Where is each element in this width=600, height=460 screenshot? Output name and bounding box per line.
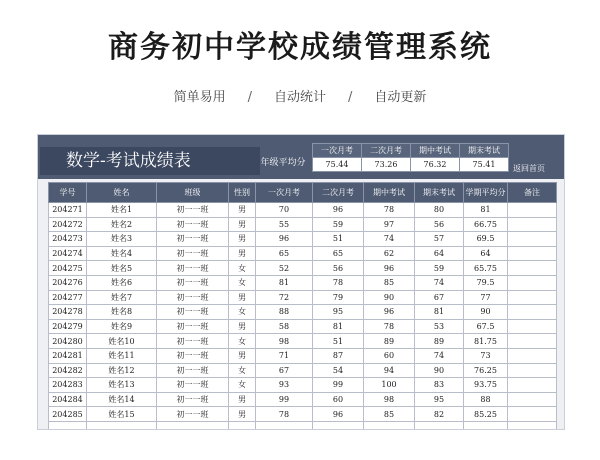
table-cell[interactable] [508, 392, 557, 407]
table-cell[interactable] [256, 421, 313, 430]
table-cell[interactable]: 66.75 [464, 217, 508, 232]
table-cell[interactable]: 初一一班 [157, 246, 229, 261]
table-cell[interactable]: 67.5 [464, 319, 508, 334]
table-cell[interactable]: 204274 [49, 246, 87, 261]
table-row [49, 290, 557, 305]
table-cell[interactable] [313, 421, 364, 430]
table-row [49, 305, 557, 320]
avg-header-cell: 二次月考 [362, 144, 411, 158]
table-cell[interactable]: 初一一班 [157, 203, 229, 218]
table-cell[interactable]: 74 [415, 275, 464, 290]
table-cell[interactable] [508, 407, 557, 422]
column-header[interactable]: 姓名 [87, 183, 157, 203]
column-header[interactable]: 学期平均分 [464, 183, 508, 203]
table-cell[interactable]: 99 [313, 378, 364, 393]
table-cell[interactable]: 65.75 [464, 261, 508, 276]
table-cell[interactable] [508, 261, 557, 276]
feature-item-easy: 简单易用 [173, 90, 226, 105]
table-cell[interactable]: 77 [464, 290, 508, 305]
table-cell[interactable] [157, 421, 229, 430]
table-cell[interactable]: 78 [364, 319, 415, 334]
table-cell[interactable]: 姓名13 [87, 378, 157, 393]
table-cell[interactable]: 姓名11 [87, 348, 157, 363]
grade-average-table [312, 143, 509, 172]
column-header[interactable]: 班级 [157, 183, 229, 203]
table-cell[interactable]: 204279 [49, 319, 87, 334]
table-cell[interactable]: 95 [313, 305, 364, 320]
table-body [49, 203, 557, 431]
table-cell[interactable]: 76.25 [464, 363, 508, 378]
table-row [49, 334, 557, 349]
table-cell[interactable]: 97 [364, 217, 415, 232]
table-cell[interactable]: 89 [364, 334, 415, 349]
table-cell[interactable]: 男 [229, 217, 256, 232]
table-cell[interactable]: 60 [364, 348, 415, 363]
table-cell[interactable]: 83 [415, 378, 464, 393]
table-cell[interactable]: 男 [229, 319, 256, 334]
table-row [49, 348, 557, 363]
table-cell[interactable]: 男 [229, 203, 256, 218]
table-cell[interactable] [508, 319, 557, 334]
table-cell[interactable]: 79.5 [464, 275, 508, 290]
table-cell[interactable]: 初一一班 [157, 305, 229, 320]
table-cell[interactable]: 78 [364, 203, 415, 218]
table-cell[interactable]: 74 [415, 348, 464, 363]
table-cell[interactable]: 81 [313, 319, 364, 334]
table-row [49, 319, 557, 334]
table-cell[interactable]: 男 [229, 232, 256, 247]
table-cell[interactable]: 204282 [49, 363, 87, 378]
table-cell[interactable]: 女 [229, 261, 256, 276]
table-cell[interactable]: 78 [256, 407, 313, 422]
table-row [49, 246, 557, 261]
table-cell[interactable]: 90 [364, 290, 415, 305]
table-cell[interactable]: 94 [364, 363, 415, 378]
table-cell[interactable]: 初一一班 [157, 275, 229, 290]
table-cell[interactable]: 79 [313, 290, 364, 305]
back-to-home-button[interactable]: 返回首页 [513, 164, 545, 173]
table-cell[interactable]: 姓名1 [87, 203, 157, 218]
table-cell[interactable]: 99 [256, 392, 313, 407]
table-cell[interactable]: 初一一班 [157, 261, 229, 276]
table-cell[interactable]: 95 [415, 392, 464, 407]
table-row [49, 203, 557, 218]
table-cell[interactable]: 67 [415, 290, 464, 305]
table-cell[interactable]: 69.5 [464, 232, 508, 247]
table-cell[interactable]: 女 [229, 275, 256, 290]
table-row [49, 392, 557, 407]
table-cell[interactable]: 85 [364, 407, 415, 422]
table-cell[interactable]: 204278 [49, 305, 87, 320]
table-cell[interactable] [87, 421, 157, 430]
table-cell[interactable]: 56 [313, 261, 364, 276]
table-cell[interactable]: 71 [256, 348, 313, 363]
table-cell[interactable]: 204276 [49, 275, 87, 290]
table-cell[interactable]: 80 [415, 203, 464, 218]
feature-item-update: 自动更新 [374, 90, 427, 105]
table-cell[interactable]: 93 [256, 378, 313, 393]
table-cell[interactable]: 53 [415, 319, 464, 334]
table-cell[interactable]: 姓名9 [87, 319, 157, 334]
table-cell[interactable]: 初一一班 [157, 232, 229, 247]
score-table [48, 182, 557, 430]
table-cell[interactable]: 姓名15 [87, 407, 157, 422]
table-cell[interactable]: 女 [229, 363, 256, 378]
table-cell[interactable]: 男 [229, 348, 256, 363]
table-cell[interactable]: 78 [313, 275, 364, 290]
table-cell[interactable]: 204277 [49, 290, 87, 305]
table-cell[interactable] [508, 203, 557, 218]
table-cell[interactable]: 女 [229, 334, 256, 349]
table-cell[interactable] [49, 421, 87, 430]
table-cell[interactable]: 87 [313, 348, 364, 363]
table-cell[interactable]: 204285 [49, 407, 87, 422]
table-cell[interactable] [508, 334, 557, 349]
table-cell[interactable]: 81 [464, 203, 508, 218]
table-cell[interactable]: 姓名12 [87, 363, 157, 378]
table-cell[interactable]: 初一一班 [157, 407, 229, 422]
table-cell[interactable]: 204283 [49, 378, 87, 393]
table-cell[interactable]: 51 [313, 232, 364, 247]
column-header[interactable]: 学号 [49, 183, 87, 203]
avg-header-cell: 期末考试 [460, 144, 509, 158]
avg-value-cell: 75.44 [313, 158, 362, 172]
table-cell[interactable]: 96 [313, 407, 364, 422]
feature-nav [0, 86, 600, 105]
page-title: 商务初中学校成绩管理系统 [108, 30, 492, 65]
table-cell[interactable]: 初一一班 [157, 363, 229, 378]
table-cell[interactable] [508, 217, 557, 232]
table-cell[interactable]: 64 [464, 246, 508, 261]
table-cell[interactable]: 姓名4 [87, 246, 157, 261]
table-cell[interactable]: 64 [415, 246, 464, 261]
table-cell[interactable]: 51 [313, 334, 364, 349]
table-cell[interactable]: 204273 [49, 232, 87, 247]
grade-average-label: 年级平均分 [260, 158, 306, 168]
table-cell[interactable]: 男 [229, 392, 256, 407]
table-cell[interactable]: 85.25 [464, 407, 508, 422]
table-cell[interactable] [415, 421, 464, 430]
avg-value-cell: 76.32 [411, 158, 460, 172]
table-cell[interactable]: 70 [256, 203, 313, 218]
column-header[interactable]: 备注 [508, 183, 557, 203]
table-cell[interactable]: 女 [229, 378, 256, 393]
table-cell[interactable]: 初一一班 [157, 319, 229, 334]
avg-header-cell: 一次月考 [313, 144, 362, 158]
table-cell[interactable]: 90 [464, 305, 508, 320]
column-header[interactable]: 期末考试 [415, 183, 464, 203]
column-header[interactable]: 性别 [229, 183, 256, 203]
nav-separator: / [348, 90, 353, 105]
table-row [49, 275, 557, 290]
table-cell[interactable]: 男 [229, 290, 256, 305]
table-cell[interactable] [508, 378, 557, 393]
column-header[interactable]: 二次月考 [313, 183, 364, 203]
table-row [49, 261, 557, 276]
table-cell[interactable]: 67 [256, 363, 313, 378]
table-cell[interactable]: 204275 [49, 261, 87, 276]
table-cell[interactable]: 90 [415, 363, 464, 378]
table-cell[interactable]: 81 [415, 305, 464, 320]
table-cell[interactable]: 姓名2 [87, 217, 157, 232]
table-cell[interactable] [508, 232, 557, 247]
table-cell[interactable]: 204271 [49, 203, 87, 218]
table-cell[interactable]: 88 [464, 392, 508, 407]
table-cell[interactable]: 96 [313, 203, 364, 218]
table-cell[interactable]: 58 [256, 319, 313, 334]
table-cell[interactable]: 73 [464, 348, 508, 363]
table-cell[interactable]: 89 [415, 334, 464, 349]
nav-separator: / [247, 90, 252, 105]
table-cell[interactable]: 姓名14 [87, 392, 157, 407]
table-cell[interactable] [364, 421, 415, 430]
table-cell[interactable]: 55 [256, 217, 313, 232]
table-row [49, 217, 557, 232]
table-cell[interactable]: 52 [256, 261, 313, 276]
table-cell[interactable]: 姓名3 [87, 232, 157, 247]
table-cell[interactable]: 姓名8 [87, 305, 157, 320]
avg-value-cell: 73.26 [362, 158, 411, 172]
table-cell[interactable]: 女 [229, 305, 256, 320]
table-cell[interactable]: 82 [415, 407, 464, 422]
table-cell[interactable]: 96 [364, 261, 415, 276]
table-cell[interactable] [508, 246, 557, 261]
avg-header-cell: 期中考试 [411, 144, 460, 158]
table-cell[interactable]: 93.75 [464, 378, 508, 393]
table-cell[interactable]: 204280 [49, 334, 87, 349]
table-cell[interactable] [508, 348, 557, 363]
table-cell[interactable]: 男 [229, 407, 256, 422]
table-cell[interactable] [464, 421, 508, 430]
table-cell[interactable]: 62 [364, 246, 415, 261]
table-cell[interactable]: 204281 [49, 348, 87, 363]
table-cell[interactable]: 98 [364, 392, 415, 407]
table-cell[interactable]: 60 [313, 392, 364, 407]
table-cell[interactable]: 96 [364, 305, 415, 320]
table-cell[interactable]: 姓名5 [87, 261, 157, 276]
table-cell[interactable]: 初一一班 [157, 348, 229, 363]
sheet-title: 数学-考试成绩表 [40, 147, 260, 175]
table-cell[interactable]: 初一一班 [157, 217, 229, 232]
table-cell[interactable]: 初一一班 [157, 334, 229, 349]
table-cell[interactable]: 59 [415, 261, 464, 276]
table-cell[interactable] [508, 421, 557, 430]
table-cell[interactable] [508, 363, 557, 378]
table-cell[interactable]: 初一一班 [157, 290, 229, 305]
table-cell[interactable]: 81 [256, 275, 313, 290]
table-row [49, 232, 557, 247]
table-cell[interactable]: 初一一班 [157, 378, 229, 393]
table-cell[interactable] [508, 275, 557, 290]
table-cell[interactable]: 男 [229, 246, 256, 261]
table-cell[interactable]: 54 [313, 363, 364, 378]
table-cell[interactable]: 96 [256, 232, 313, 247]
column-header[interactable]: 期中考试 [364, 183, 415, 203]
avg-value-cell: 75.41 [460, 158, 509, 172]
feature-item-stats: 自动统计 [273, 90, 326, 105]
table-cell[interactable]: 81.75 [464, 334, 508, 349]
table-cell[interactable] [508, 305, 557, 320]
spreadsheet-panel [37, 134, 565, 430]
table-cell[interactable]: 100 [364, 378, 415, 393]
table-cell[interactable]: 56 [415, 217, 464, 232]
table-cell[interactable]: 姓名7 [87, 290, 157, 305]
table-cell[interactable]: 57 [415, 232, 464, 247]
table-row [49, 421, 557, 430]
table-cell[interactable]: 204284 [49, 392, 87, 407]
table-cell[interactable]: 98 [256, 334, 313, 349]
table-cell[interactable]: 初一一班 [157, 392, 229, 407]
table-row [49, 407, 557, 422]
table-cell[interactable]: 74 [364, 232, 415, 247]
table-cell[interactable] [508, 290, 557, 305]
table-cell[interactable]: 85 [364, 275, 415, 290]
table-header-row [49, 183, 557, 203]
column-header[interactable]: 一次月考 [256, 183, 313, 203]
table-row [49, 378, 557, 393]
table-cell[interactable]: 姓名10 [87, 334, 157, 349]
table-cell[interactable] [229, 421, 256, 430]
table-cell[interactable]: 204272 [49, 217, 87, 232]
table-cell[interactable]: 88 [256, 305, 313, 320]
table-row [49, 363, 557, 378]
table-cell[interactable]: 65 [256, 246, 313, 261]
table-cell[interactable]: 59 [313, 217, 364, 232]
table-cell[interactable]: 姓名6 [87, 275, 157, 290]
table-cell[interactable]: 65 [313, 246, 364, 261]
table-cell[interactable]: 72 [256, 290, 313, 305]
